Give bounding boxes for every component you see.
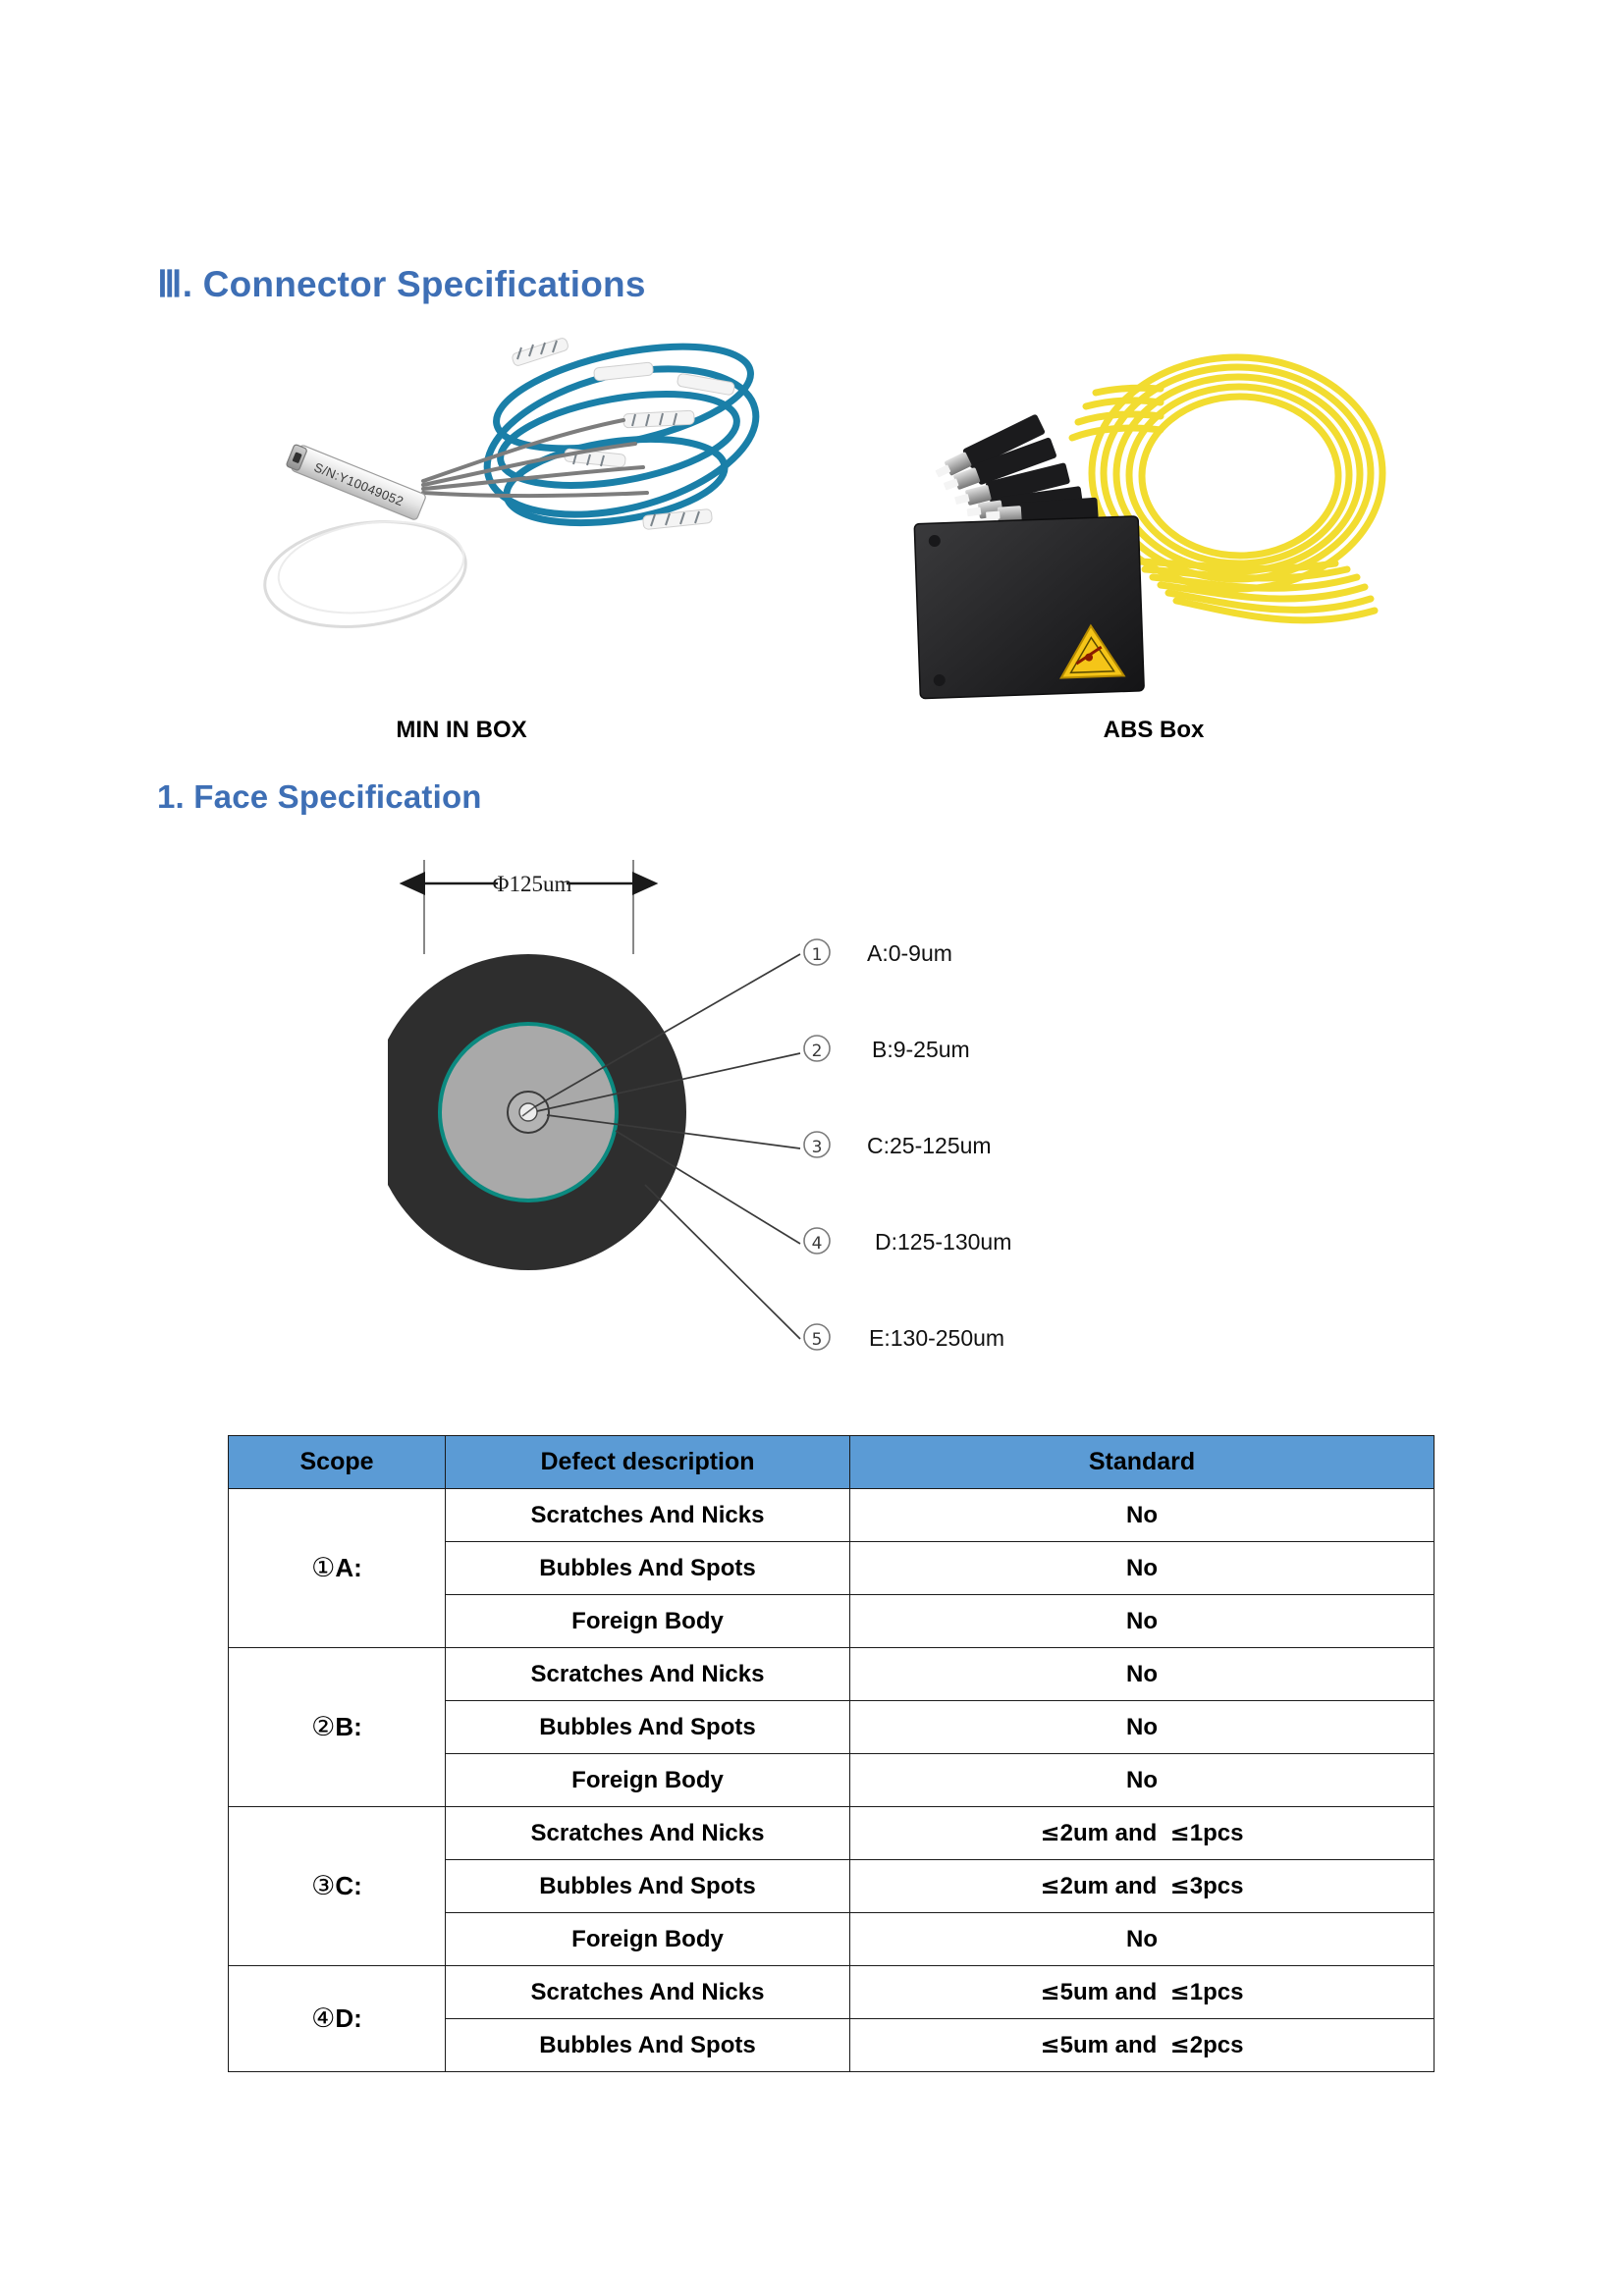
- table-row: [229, 1489, 1435, 1542]
- defect-description-cell: Scratches And Nicks: [446, 1648, 850, 1701]
- defect-description-cell: Bubbles And Spots: [446, 1701, 850, 1754]
- table-row: [229, 1966, 1435, 2019]
- column-header-scope: Scope: [229, 1436, 446, 1489]
- fiber-face-diagram: [388, 846, 1321, 1376]
- scope-label: C:: [335, 1871, 362, 1900]
- legend-item-5: [804, 1324, 1004, 1351]
- defect-description-cell: Bubbles And Spots: [446, 2019, 850, 2072]
- legend-label-2: B:9-25um: [872, 1037, 970, 1062]
- defect-description-cell: Foreign Body: [446, 1595, 850, 1648]
- scope-label: B:: [335, 1712, 362, 1741]
- standard-cell: No: [850, 1489, 1435, 1542]
- svg-text:1: 1: [811, 945, 823, 965]
- standard-cell: ≤2um and ≤3pcs: [850, 1860, 1435, 1913]
- standard-cell: No: [850, 1913, 1435, 1966]
- product-photo-min-in-box: [231, 324, 781, 702]
- face-defect-standard-table: [228, 1435, 1435, 2072]
- table-row: [229, 1648, 1435, 1701]
- legend-label-5: E:130-250um: [869, 1325, 1005, 1351]
- page-title: Ⅲ. Connector Specifications: [157, 264, 646, 304]
- subsection-title: 1. Face Specification: [157, 778, 482, 815]
- product-photo-abs-box: [903, 316, 1419, 709]
- standard-cell: No: [850, 1595, 1435, 1648]
- svg-text:5: 5: [811, 1330, 823, 1350]
- legend-label-3: C:25-125um: [867, 1133, 992, 1158]
- defect-description-cell: Scratches And Nicks: [446, 1807, 850, 1860]
- standard-cell: ≤5um and ≤1pcs: [850, 1966, 1435, 2019]
- caption-min-in-box: MIN IN BOX: [396, 717, 527, 743]
- defect-description-cell: Bubbles And Spots: [446, 1860, 850, 1913]
- legend-item-2: [804, 1036, 970, 1062]
- scope-cell: [229, 1489, 446, 1648]
- column-header-defect: Defect description: [446, 1436, 850, 1489]
- legend-item-1: [804, 939, 952, 966]
- caption-abs-box: ABS Box: [1103, 717, 1205, 743]
- scope-marker: ④: [311, 2003, 336, 2034]
- standard-cell: No: [850, 1648, 1435, 1701]
- standard-cell: ≤2um and ≤1pcs: [850, 1807, 1435, 1860]
- standard-cell: No: [850, 1754, 1435, 1807]
- scope-cell: [229, 1966, 446, 2072]
- serial-number-label: S/N:Y10049052: [311, 459, 406, 509]
- defect-description-cell: Foreign Body: [446, 1754, 850, 1807]
- standard-cell: ≤5um and ≤2pcs: [850, 2019, 1435, 2072]
- legend-item-4: [804, 1228, 1011, 1255]
- defect-description-cell: Scratches And Nicks: [446, 1489, 850, 1542]
- standard-cell: No: [850, 1542, 1435, 1595]
- scope-label: A:: [335, 1553, 362, 1582]
- column-header-standard: Standard: [850, 1436, 1435, 1489]
- svg-text:3: 3: [811, 1138, 823, 1157]
- scope-cell: [229, 1807, 446, 1966]
- dimension-label: Φ125um: [492, 872, 572, 896]
- legend-item-3: [804, 1132, 992, 1158]
- table-header-row: [229, 1436, 1435, 1489]
- legend-label-1: A:0-9um: [867, 940, 952, 966]
- legend-label-4: D:125-130um: [875, 1229, 1012, 1255]
- defect-description-cell: Foreign Body: [446, 1913, 850, 1966]
- scope-marker: ①: [311, 1553, 336, 1583]
- scope-marker: ③: [311, 1871, 336, 1901]
- defect-description-cell: Bubbles And Spots: [446, 1542, 850, 1595]
- scope-label: D:: [335, 2003, 362, 2033]
- standard-cell: No: [850, 1701, 1435, 1754]
- defect-description-cell: Scratches And Nicks: [446, 1966, 850, 2019]
- svg-text:2: 2: [811, 1041, 823, 1061]
- scope-cell: [229, 1648, 446, 1807]
- scope-marker: ②: [311, 1712, 336, 1742]
- svg-text:4: 4: [811, 1234, 823, 1254]
- table-row: [229, 1807, 1435, 1860]
